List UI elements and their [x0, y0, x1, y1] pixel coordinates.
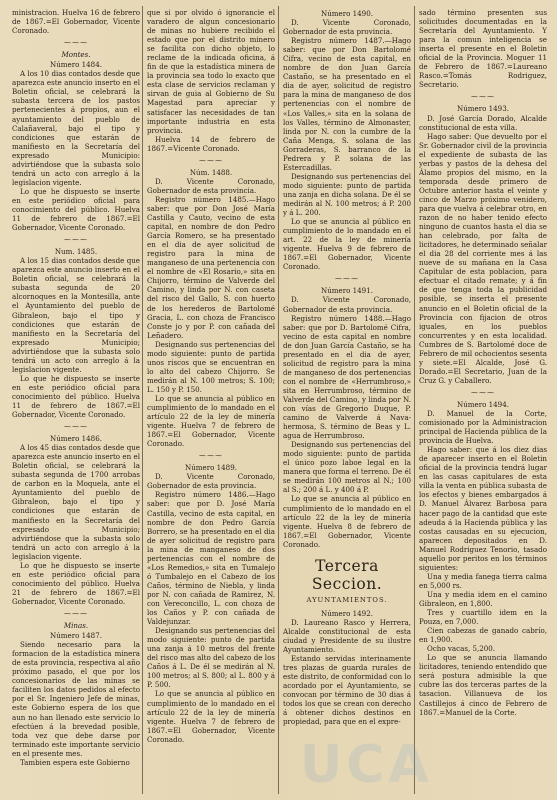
notice-paragraph: D. José García Dorado, Alcalde constitucional de esta villa.: [419, 113, 547, 132]
notice-number: Num. 1485.: [54, 247, 98, 257]
notice-paragraph: Registro número 1487.—Hago saber: que por Don Bartolomé Cifra, vecino de esta capital, en nombre de don Juan García Castaño, se ha presentado en el dia de ayer, solicitud de registro para la mina de manganeso de dos pertenencias con el nombre de «Los Valles,» sita en la solana de los Valles, término de Almonaster, linda por N. con la cumbre de la Caña Menga, S. solana de las Gorraderas, S. barranco de la Pedrera y P. solana de las Estercadillas.: [283, 36, 411, 172]
separator: ⁓⁓⁓: [63, 38, 89, 48]
intro-text: ministracion. Huelva 16 de febrero de 1867.=El Gobernador, Vicente Coronado.: [12, 8, 140, 36]
notice-paragraph: Lo que he dispuesto se inserte en este periódico oficial para conocimiento del público. Huelva 11 de febrero de 1867.=El Gobernador, Vicente Coronado.: [12, 186, 140, 233]
column-4: [419, 8, 547, 717]
separator: ⁓⁓⁓: [470, 92, 496, 102]
separator: ⁓⁓⁓: [198, 451, 224, 461]
separator: ⁓⁓⁓: [63, 422, 89, 432]
notice-number: Número 1493.: [457, 104, 509, 114]
notice-paragraph: Lo que he dispuesto se inserte en este periódico oficial para conocimiento del público. Huelva 21 de febrero de 1867.=El Gobernador, Vicente Coronado.: [12, 560, 140, 606]
notice-paragraph: D. Vicente Coronado, Gobernador de esta provincia.: [283, 295, 411, 314]
notice-paragraph: Registro número 1488.—Hago saber: que por D. Bartolomé Cifra, vecino de esta capital en nombre de don Juan García Castaño, se ha presentado en el dia de ayer, solicitud de registro para la mina de manganeso de dos pertenencias con el nombre de «Herrumbroso,» sita en Herrumbroso, término de Valverde del Camino, y linda por N. con vías de Gregorio Duque, P. camino de Valverde á Nava-hermosa, S. término de Beas y L. agua de Herrumbroso.: [283, 313, 411, 441]
notice-paragraph: Lo que se anuncia al público en cumplimiento de lo mandado en el artículo 22 de la ley de minería vigente. Huelva 8 de febrero de 1867.=El Gobernador, Vicente Coronado.: [283, 494, 411, 549]
notice-paragraph: Lo que he dispuesto se inserte en este periódico oficial para conocimiento del público. Huelva 11 de febrero de 1867.=El Gobernador, Vicente Coronado.: [12, 373, 140, 420]
notice-number: Número 1489.: [185, 463, 237, 473]
separator: ⁓⁓⁓: [63, 609, 89, 618]
notice-number: Número 1494.: [457, 399, 509, 409]
separator: ⁓⁓⁓: [334, 274, 360, 284]
section-heading-minas: Minas.: [63, 621, 89, 631]
section-subtitle: AYUNTAMIENTOS.: [306, 595, 388, 604]
notice-paragraph: Designando sus pertenencias del modo siguiente: punto de partida una zanja á 10 metros del frente del risco mas alto del cabezo de los Caños á L. De él se medirán al N. 100 metros; al S. 800; al L. 800 y á P. 500.: [147, 626, 275, 690]
notice-paragraph: D. Manuel de la Corte, comisionado por la Administracion principal de Hacienda pública de la provincia de Huelva.: [419, 409, 547, 446]
notice-paragraph: Una y media fanega tierra calma en 5,000 rs.: [419, 571, 547, 590]
notice-paragraph: Una y media idem en el camino Gibraleon, en 1,800.: [419, 589, 547, 608]
column-2: [147, 8, 275, 744]
notice-paragraph: que si por olvido ó ignorancie el varadero de algun concesionario de minas no hubiere recibido el estado que por el distrito minero se facilita con dicho objeto, lo reclame de la indicada oficina, á fin de que la estadística minera de la provincia sea todo lo exacto que esta clase de servicios reclaman y sirvan de guia al Gobierno de Su Magestad para apreciar y satisfacer las necesidades de tan importante industria en esta provincia.: [147, 8, 275, 135]
notice-paragraph: A los 15 dias contados desde que aparezca este anuncio inserto en el Boletin oficial, se celebrará la subasta segunda de 20 alcornoques en la Montesilla, ante el Ayuntamiento del pueblo de Gibraleon, bajo el tipo y condiciones que estarán de manifiesto en la Secretaría del expresado Municipio; advirtiéndose que la subasta solo tendrá un acto con arreglo á la legislacion vigente.: [12, 256, 140, 374]
notice-paragraph: D. Laureano Rasco y Herrera, Alcalde constitucional de esta ciudad y Presidente de su ilustre Ayuntamiento.: [283, 617, 411, 654]
notice-paragraph: Lo que se anuncia al público en cumplimiento de lo mandado en el artículo 22 de la ley de minería vigente. Huelva 7 de febrero de 1867.=El Gobernador, Vicente Coronado.: [147, 689, 275, 744]
column-3: [283, 8, 411, 726]
notice-paragraph: A los 45 dias contados desde que aparezca este anuncio inserto en el Boletin oficial, se celebrará la subasta segunda de 1700 arrobas de carbon en la Moquela, ante el Ayuntamiento del pueblo de Gibraleon, bajo el tipo y condiciones que estarán de manifiesto en la Secretaría del expresado Municipio; advirtiéndose que la subasta solo tendrá un acto con arreglo á la legislacion vigente.: [12, 443, 140, 561]
column-rule: [278, 6, 279, 794]
separator: ⁓⁓⁓: [198, 155, 224, 165]
notice-number: Número 1484.: [50, 60, 102, 70]
notice-paragraph: Tres y cuartillo idem en la Pouza, en 7,000.: [419, 608, 547, 627]
notice-paragraph: Huelva 14 de febrero de 1867.=Vicente Coronado.: [147, 134, 275, 153]
notice-paragraph: Lo que se anuncia llamando licitadores, teniendo entendido que será postura admisible la que cubre las dos terceras partes de la tasacion. Villanueva de los Castillejos á cinco de Febrero de 1867.=Manuel de la Corte.: [419, 653, 547, 717]
notice-number: Número 1491.: [321, 286, 373, 296]
notice-paragraph: Siendo necesario para la formacion de la estadística minera de esta provincia, respectiva al año próximo pasado, el que por los concesionarios de las minas se faciliten los datos pedidos al efecto por el Sr. Ingeniero Jefe de minas, este Gobierno espera de los que aun no han llenado este servicio lo efectúen á la brevedad posible, toda vez que debe darse por terminado este importante servicio en el presente mes.: [12, 640, 140, 758]
notice-number: Núm. 1488.: [189, 167, 233, 177]
notice-paragraph: Registro número 1485.—Hago saber: que por Don José María Castilla y Cauto, vecino de esta capital, en nombre de don Pedro García Romero, se ha presentado en el dia de ayer solicitud de registro para la mina de manganeso de una pertenencia con el nombre de «El Rosario,» sita en Chijorro, término de Valverde del Camino, y linda por N. con caseta del risco del Gallo, S. con huerto de los herederos de Bartolomé Gracia, L. con choza de Francisco Conste jo y por P. con cañada del Leñadero.: [147, 194, 275, 340]
notice-paragraph: Designando sus pertenencias del modo siguiente: punto de partida una zanja en dicha solana. De él se medirán al N. 100 metros; á P. 200 y á L. 200.: [283, 171, 411, 218]
separator: ⁓⁓⁓: [470, 387, 496, 397]
notice-paragraph: Cien cabezas de ganado cabrío, en 1,900.: [419, 626, 547, 645]
notice-paragraph: D. Vicente Coronado, Gobernador de esta provincia.: [147, 176, 275, 195]
column-rule: [142, 6, 143, 794]
notice-paragraph: Estando servidas interinamente tres plazas de guarda rurales de este distrito, de conformidad con lo acordado por el Ayuntamiento, se convocan por término de 30 dias á todos los que se crean con derecho á obtener dichos destinos en propiedad, para que en el expre-: [283, 654, 411, 727]
notice-paragraph: Ocho vacas, 5,200.: [427, 644, 496, 654]
column-1: [12, 8, 140, 767]
notice-paragraph: A los 10 dias contados desde que aparezca este anuncio inserto en el Boletin oficial, se celebrará la subasta tercera de los pastos pertenecientes á propios, aun el ayuntamiento del pueblo de Calañaveral, bajo el tipo y condiciones que estarán de manifiesto en la Secretaría del expresado Municipio: advirtiéndose que la subasta solo tendrá un acto con arreglo á la legislacion vigente.: [12, 69, 140, 187]
notice-paragraph: Registro número 1486.—Hago saber: que por D. José María Castilla, vecino de esta capital, en nombre de don Pedro García Borrero, se ha presentado en el dia de ayer solicitud de registro para la mina de manganeso de dos pertenencias con el nombre de «Los Remedios,» sita en Tumalejo ó Tumbalejo en el Cabezo de los Caños, término de Niebla, y linda por N. con cañada de Ramirez, N. con Vereconcillo, L. con choza de los Caños y P. con cañada de Valdejunzar.: [147, 490, 275, 627]
notice-paragraph: Tambien espera este Gobierno: [20, 757, 130, 767]
notice-paragraph: D. Vicente Coronado, Gobernador de esta provincia.: [147, 472, 275, 491]
notice-number: Número 1487.: [50, 631, 102, 641]
notice-paragraph: D. Vicente Coronado, Gobernador de esta provincia.: [283, 18, 411, 37]
notice-paragraph: Designando sus pertenencias del modo siguiente: punto de partida el único pozo laboe legal en la manera que forma el terreno. De él se medirán 100 metros al N.; 100 al S.; 200 á L. y 400 á P.: [283, 440, 411, 495]
notice-paragraph: sado término presenten sus solicitudes documentadas en la Secretaría del Ayuntamiento. Y para la comun inteligencia se inserta el presente en el Boletin oficial de la Provincia. Moguer 11 de Febrero de 1867.=Laureano Rasco.=Tomás Rodriguez, Secretario.: [419, 8, 547, 90]
notice-paragraph: Lo que se anuncia al público en cumplimiento de lo mandado en el artículo 22 de la ley de minería vigente. Huelva 7 de febrero de 1867.=El Gobernador, Vicente Coronado.: [147, 393, 275, 449]
notice-number: Número 1490.: [321, 9, 373, 18]
notice-paragraph: Hago saber: que á los diez dias de aparecer inserto en el Boletin oficial de la provincia tendrá lugar en las casas capitulares de esta villa la venta en pública subasta de los efectos y bienes embargados á D. Manuel Álvarez Barbosa para hacer pago de la cantidad que este adeuda á la Hacienda pública y las costas causadas en su ejecucion, aparecen depositados en D. Manuel Rodriguez Tenorio, tasado aquello por peritos en los términos siguientes:: [419, 445, 547, 572]
notice-number: Número 1492.: [321, 608, 373, 618]
notice-paragraph: Lo que se anuncia al público en cumplimiento de lo mandado en el art. 22 de la ley de minería vigente. Huelva 9 de febrero de 1867.=El Gobernador, Vicente Coronado.: [283, 217, 411, 272]
column-rule: [414, 6, 415, 794]
notice-number: Número 1486.: [50, 434, 102, 444]
section-heading-montes: Montes.: [61, 50, 91, 60]
library-watermark: UCA: [300, 735, 433, 795]
notice-paragraph: Designando sus pertenencias del modo siguiente: punto de partida unos riscos que se encuentran en lo alto del cabezo Chijorro. Se medirán al N. 100 metros; S. 100; L. 150 y P. 150.: [147, 339, 275, 394]
separator: ⁓⁓⁓: [63, 235, 89, 245]
section-title: Tercera Seccion.: [311, 556, 383, 593]
notice-paragraph: Hago saber: Que devuelto por el Sr. Gobernador civil de la provincia el expediente de subasta de las yerbas y pastos de la dehesa del Álamo propios del mismo, en la temporada desde primero de Octubre anterior hasta el veinte y cinco de Marzo próximo venidero, para que vuelva á celebrar otro, en razon de no haber tenido efecto ninguno de cuantos hasta el dia se han celebrado, por falta de licitadores, he determinado señalar el dia 28 del corriente mes á las nueve de su mañana en la Casa Capitular de esta poblacion, para efectuar el citado remate; y á fin de que tenga toda la publicidad posible, se inserta el presente anuncio en el Boletin oficial de la Provincia con fijacion de otros iguales, en los pueblos concurrentes y en esta localidad. Cumbres de S. Bartolomé doce de Febrero de mil ochocientos sesenta y siete.=El Alcalde, José G. Dorado.=El Secretario, Juan de la Cruz G. y Caballero.: [419, 131, 547, 385]
